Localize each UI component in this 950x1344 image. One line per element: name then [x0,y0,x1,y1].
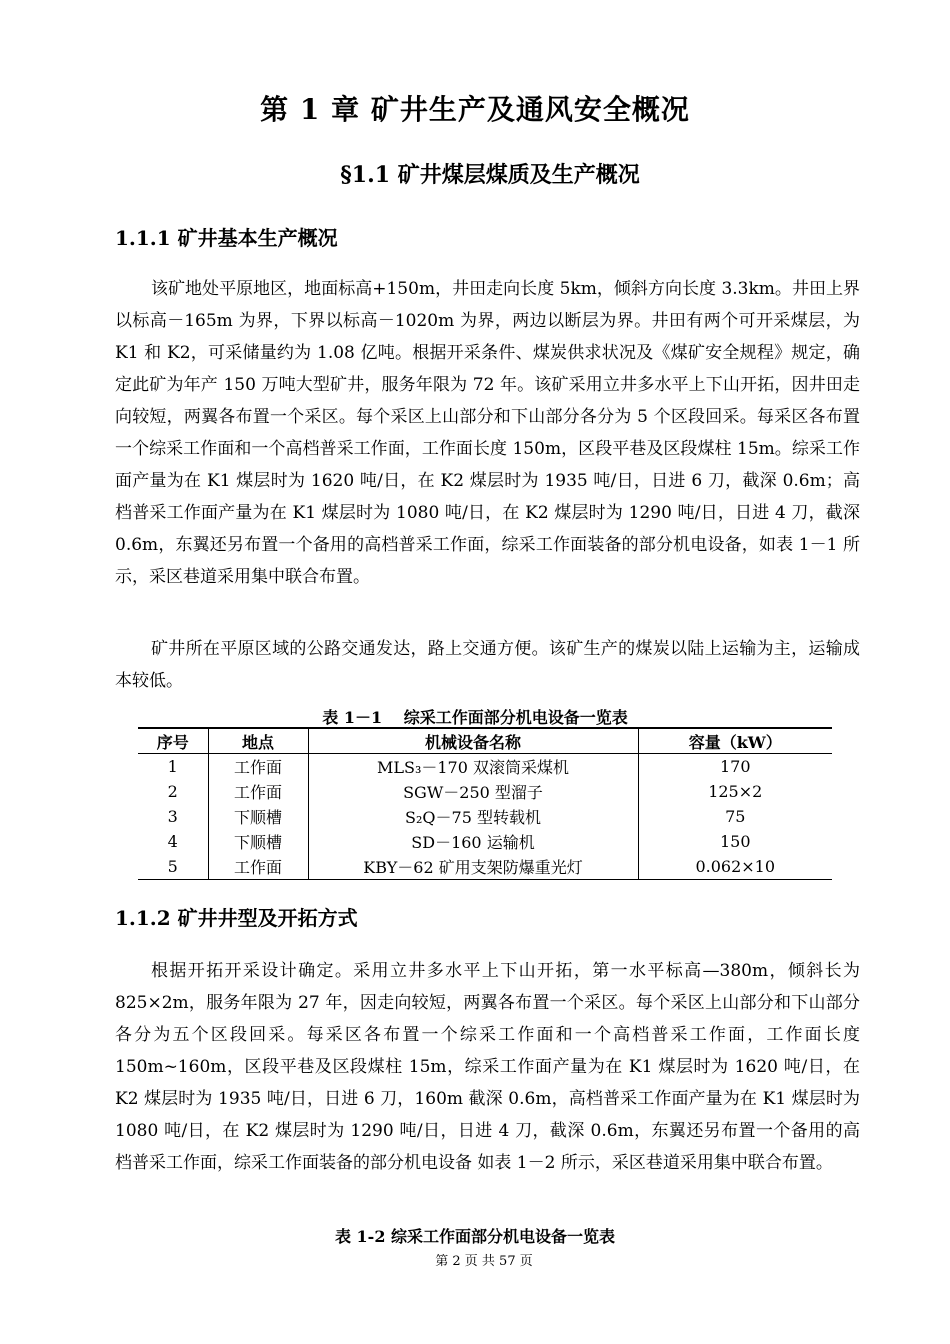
equipment-table [138,727,832,880]
cell-index: 5 [138,854,208,880]
cell-location: 下顺槽 [208,804,308,829]
cell-capacity: 0.062×10 [638,854,832,880]
cell-location: 下顺槽 [208,829,308,854]
table-row [138,854,832,880]
cell-capacity: 150 [638,829,832,854]
body-paragraph: 根据开拓开采设计确定。采用立井多水平上下山开拓，第一水平标高—380m，倾斜长为825×2m，服务年限为 27 年，因走向较短，两翼各布置一个采区。每个采区上山部分和下山部分各分为五个区段回采。每采区各布置一个综采工作面和一个高档普采工作面，工作面长度 150m~160m，区段平巷及区段煤柱 15m，综采工作面产量为在 K1 煤层时为 1620 吨/日，在 K2 煤层时为 1935 吨/日，日进 6 刀，160m 截深 0.6m，高档普采工作面产量为在 K1 煤层时为 1080 吨/日，在 K2 煤层时为 1290 吨/日，日进 4 刀，截深 0.6m，东翼还另布置一个备用的高档普采工作面，综采工作面装备的部分机电设备 如表 1－2 所示，采区巷道采用集中联合布置。 [115,961,860,1173]
header-equipment-name: 机械设备名称 [308,728,638,754]
cell-index: 2 [167,782,178,801]
cell-location: 工作面 [208,854,308,880]
table-row [138,779,832,804]
cell-capacity: 125×2 [638,779,832,804]
cell-index: 1 [167,757,178,776]
cell-equipment-name: SD－160 运输机 [308,829,638,854]
table-header-row [138,728,832,754]
section-title: §1.1 矿井煤层煤质及生产概况 [340,162,640,188]
table-row [138,754,832,780]
cell-index: 3 [167,807,178,826]
cell-equipment-name: SGW－250 型溜子 [308,779,638,804]
cell-location: 工作面 [208,779,308,804]
cell-index: 4 [167,832,178,851]
subsection-title: 1.1.1 矿井基本生产概况 [115,226,338,250]
body-paragraph: 该矿地处平原地区，地面标高+150m，井田走向长度 5km，倾斜方向长度 3.3km。井田上界以标高－165m 为界，下界以标高－1020m 为界，两边以断层为界。井田有两个可开采煤层，为 K1 和 K2，可采储量约为 1.08 亿吨。根据开采条件、煤炭供求状况及《煤矿安全规程》规定，确定此矿为年产 150 万吨大型矿井，服务年限为 72 年。该矿采用立井多水平上下山开拓，因井田走向较短，两翼各布置一个采区。每个采区上山部分和下山部分各分为 5 个区段回采。每采区各布置一个综采工作面和一个高档普采工作面，工作面长度 150m，区段平巷及区段煤柱 15m。综采工作面产量为在 K1 煤层时为 1620 吨/日，在 K2 煤层时为 1935 吨/日，日进 6 刀，截深 0.6m；高档普采工作面产量为在 K1 煤层时为 1080 吨/日，在 K2 煤层时为 1290 吨/日，日进 4 刀，截深 0.6m，东翼还另布置一个备用的高档普采工作面，综采工作面装备的部分机电设备，如表 1－1 所示，采区巷道采用集中联合布置。 [115,279,861,587]
cell-equipment-name: MLS₃－170 双滚筒采煤机 [308,754,638,780]
header-location: 地点 [208,728,308,754]
header-capacity: 容量（kW） [638,728,832,754]
table-caption: 表 1－1 综采工作面部分机电设备一览表 [322,708,628,727]
cell-equipment-name: S₂Q－75 型转载机 [308,804,638,829]
table-row [138,829,832,854]
header-index: 序号 [138,728,208,754]
body-paragraph: 矿井所在平原区域的公路交通发达，路上交通方便。该矿生产的煤炭以陆上运输为主，运输成本较低。 [115,639,860,691]
cell-capacity: 75 [638,804,832,829]
cell-location: 工作面 [208,754,308,780]
chapter-title: 第 1 章 矿井生产及通风安全概况 [260,93,690,126]
subsection-title: 1.1.2 矿井井型及开拓方式 [115,906,358,930]
table-row [138,804,832,829]
page-footer: 第 2 页 共 57 页 [435,1254,533,1269]
cell-capacity: 170 [638,754,832,780]
table-caption: 表 1-2 综采工作面部分机电设备一览表 [334,1227,616,1246]
cell-equipment-name: KBY－62 矿用支架防爆重光灯 [308,854,638,880]
